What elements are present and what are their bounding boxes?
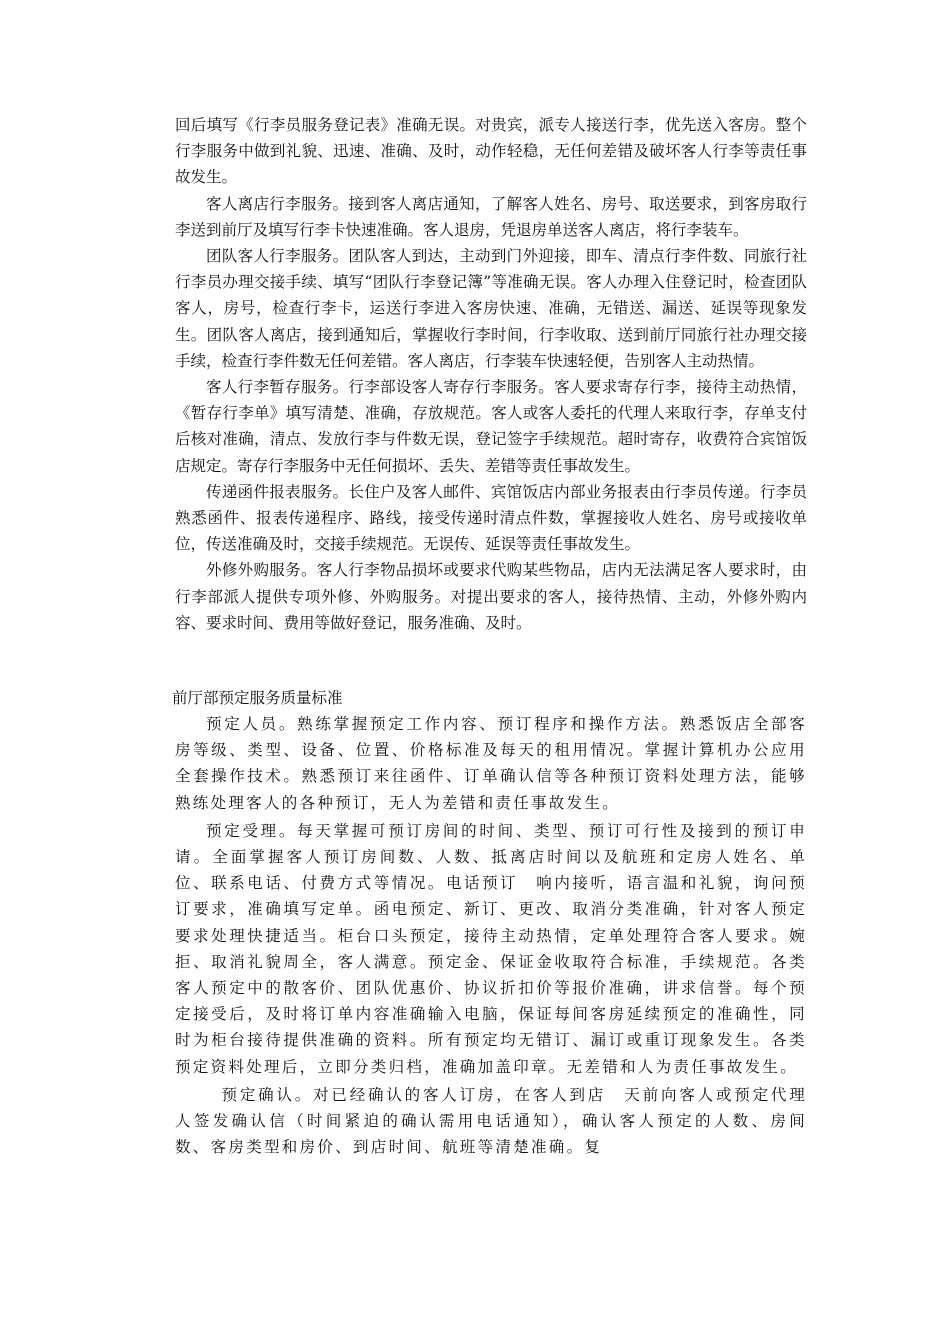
paragraph-departure-luggage: 客人离店行李服务。接到客人离店通知，了解客人姓名、房号、取送要求，到客房取行李送到前厅及填写行李卡快速准确。客人退房，凭退房单送客人离店，将行李装车。 [175,194,807,239]
paragraph-luggage-registration: 回后填写《行李员服务登记表》准确无误。对贵宾，派专人接送行李，优先送入客房。整个行李服务中做到礼貌、迅速、准确、及时，动作轻稳，无任何差错及破坏客人行李等责任事故发生。 [175,116,807,187]
reservation-service-section [175,711,807,1160]
paragraph-reservation-confirmation: 预定确认。对已经确认的客人订房，在客人到店 天前向客人或预定代理人签发确认信（时间紧迫的确认需用电话通知），确认客人预定的人数、房间数、客房类型和房价、到店时间、航班等清楚准确。复 [175,1085,807,1157]
luggage-service-section [175,112,807,636]
section-heading-reservation: 前厅部预定服务质量标准 [172,689,343,707]
paragraph-mail-delivery: 传递函件报表服务。长住户及客人邮件、宾馆饭店内部业务报表由行李员传递。行李员熟悉函件、报表传递程序、路线，接受传递时清点件数，掌握接收人姓名、房号或接收单位，传送准确及时，交接手续规范。无误传、延误等责任事故发生。 [175,482,807,554]
paragraph-luggage-storage: 客人行李暂存服务。行李部设客人寄存行李服务。客人要求寄存行李，接待主动热情，《暂存行李单》填写清楚、准确，存放规范。客人或客人委托的代理人来取行李，存单支付后核对准确，清点、发放行李与件数无误，登记签字手续规范。超时寄存，收费符合宾馆饭店规定。寄存行李服务中无任何损坏、丢失、差错等责任事故发生。 [175,378,807,475]
paragraph-reservation-acceptance: 预定受理。每天掌握可预订房间的时间、类型、预订可行性及接到的预订申请。全面掌握客人预订房间数、人数、抵离店时间以及航班和定房人姓名、单位、联系电话、付费方式等情况。电话预订 响内接听，语言温和礼貌，询问预订要求，准确填写定单。函电预定、新订、更改、取消分类准确，针对客人预定要求处理快捷适当。柜台口头预定，接待主动热情，定单处理符合客人要求。婉拒、取消礼貌周全，客人满意。预定金、保证金收取符合标准，手续规范。各类客人预定中的散客价、团队优惠价、协议折扣价等报价准确，讲求信誉。每个预定接受后，及时将订单内容准确输入电脑，保证每间客房延续预定的准确性，同时为柜台接待提供准确的资料。所有预定均无错订、漏订或重订现象发生。各类预定资料处理后，立即分类归档，准确加盖印章。无差错和人为责任事故发生。 [175,821,807,1076]
paragraph-external-repair: 外修外购服务。客人行李物品损坏或要求代购某些物品，店内无法满足客人要求时，由行李部派人提供专项外修、外购服务。对提出要求的客人，接待热情、主动，外修外购内容、要求时间、费用等做好登记，服务准确、及时。 [175,561,807,632]
paragraph-group-luggage: 团队客人行李服务。团队客人到达，主动到门外迎接，即车、清点行李件数、同旅行社行李员办理交接手续、填写“团队行李登记簿”等准确无误。客人办理入住登记时，检查团队客人，房号，检查行李卡，运送行李进入客房快速、准确，无错送、漏送、延误等现象发生。团队客人离店，接到通知后，掌握收行李时间，行李收取、送到前厅同旅行社办理交接手续，检查行李件数无任何差错。客人离店，行李装车快速轻便，告别客人主动热情。 [175,247,807,370]
paragraph-reservation-staff: 预定人员。熟练掌握预定工作内容、预订程序和操作方法。熟悉饭店全部客房等级、类型、设备、位置、价格标准及每天的租用情况。掌握计算机办公应用全套操作技术。熟悉预订来往函件、订单确认信等各种预订资料处理方法，能够熟练处理客人的各种预订，无人为差错和责任事故发生。 [175,715,807,812]
